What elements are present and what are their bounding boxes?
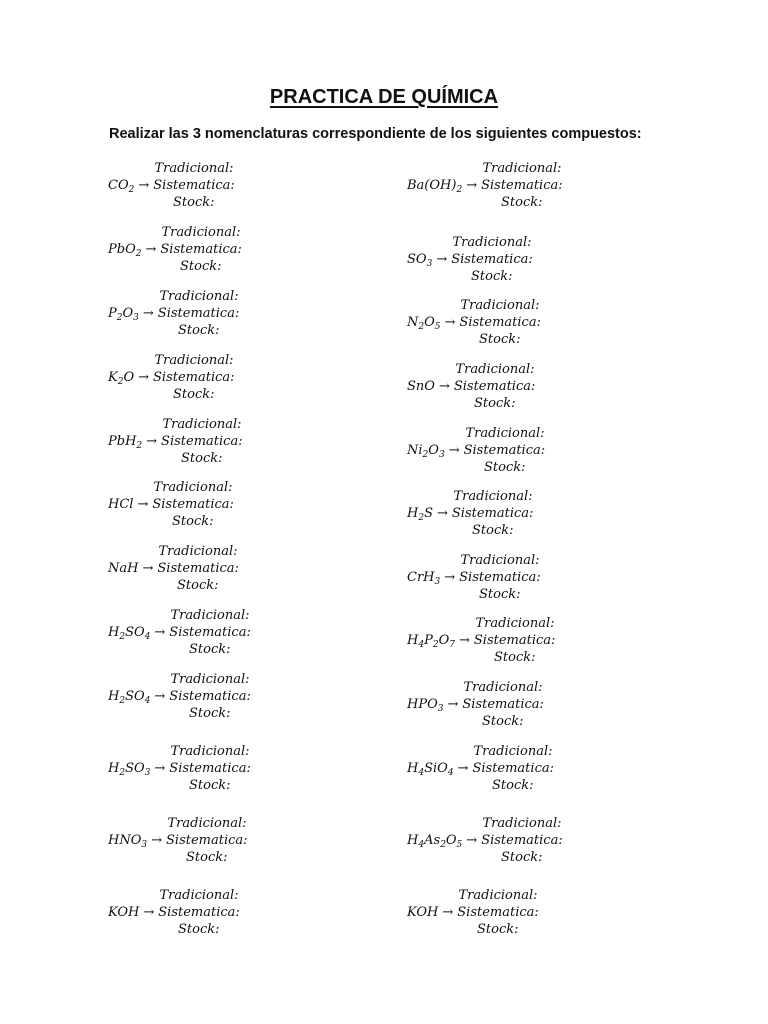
arrow-icon: → bbox=[438, 379, 450, 394]
instruction-text: Realizar las 3 nomenclaturas correspondiente de los siguientes compuestos: bbox=[109, 126, 642, 142]
formula-symbol: HNO bbox=[108, 833, 142, 848]
arrow-icon: → bbox=[436, 252, 448, 267]
formula-row bbox=[407, 505, 533, 527]
formula-row bbox=[108, 560, 239, 577]
formula-subscript: 3 bbox=[438, 450, 445, 460]
arrow-icon: → bbox=[143, 905, 155, 920]
sistematica-label: Sistematica: bbox=[481, 833, 563, 848]
formula-subscript: 2 bbox=[136, 441, 143, 451]
arrow-icon: → bbox=[444, 315, 456, 330]
formula-symbol: PbO bbox=[108, 242, 136, 257]
formula-symbol: H bbox=[108, 689, 120, 704]
compound-formula bbox=[407, 315, 441, 330]
compound-formula bbox=[407, 252, 432, 267]
arrow-icon: → bbox=[154, 625, 166, 640]
stock-label: Stock: bbox=[482, 714, 524, 729]
tradicional-label: Tradicional: bbox=[482, 816, 562, 831]
compound-formula bbox=[407, 506, 433, 521]
sistematica-label: Sistematica: bbox=[462, 697, 544, 712]
formula-subscript: 4 bbox=[418, 768, 425, 778]
compound-formula bbox=[407, 697, 443, 712]
tradicional-label: Tradicional: bbox=[170, 744, 250, 759]
arrow-icon: → bbox=[138, 370, 150, 385]
arrow-icon: → bbox=[154, 689, 166, 704]
formula-symbol: SO bbox=[125, 689, 145, 704]
formula-subscript: 7 bbox=[449, 640, 455, 650]
formula-subscript: 4 bbox=[418, 640, 425, 650]
formula-symbol: KOH bbox=[407, 905, 439, 920]
compound-formula bbox=[108, 833, 147, 848]
formula-row bbox=[407, 569, 541, 591]
compound-formula bbox=[108, 761, 150, 776]
formula-subscript: 4 bbox=[144, 632, 151, 642]
formula-subscript: 5 bbox=[456, 840, 463, 850]
formula-subscript: 3 bbox=[434, 577, 441, 587]
stock-label: Stock: bbox=[180, 259, 222, 274]
formula-symbol: O bbox=[428, 443, 439, 458]
formula-symbol: O bbox=[438, 633, 450, 648]
compound-formula bbox=[407, 633, 455, 648]
sistematica-label: Sistematica: bbox=[481, 178, 563, 193]
formula-row bbox=[407, 904, 539, 921]
formula-subscript: 2 bbox=[456, 185, 463, 195]
stock-label: Stock: bbox=[181, 451, 223, 466]
stock-label: Stock: bbox=[479, 587, 521, 602]
formula-subscript: 5 bbox=[434, 322, 441, 332]
tradicional-label: Tradicional: bbox=[482, 161, 562, 176]
formula-symbol: H bbox=[407, 761, 419, 776]
formula-subscript: 3 bbox=[141, 840, 148, 850]
formula-subscript: 2 bbox=[418, 322, 425, 332]
stock-label: Stock: bbox=[479, 332, 521, 347]
formula-subscript: 2 bbox=[128, 185, 135, 195]
formula-subscript: 3 bbox=[133, 313, 139, 323]
tradicional-label: Tradicional: bbox=[153, 480, 233, 495]
arrow-icon: → bbox=[146, 434, 158, 449]
formula-symbol: S bbox=[424, 506, 433, 521]
compound-formula bbox=[407, 443, 445, 458]
formula-row bbox=[108, 369, 235, 391]
formula-row bbox=[407, 251, 533, 273]
page-title: PRACTICA DE QUÍMICA bbox=[269, 86, 499, 108]
formula-subscript: 3 bbox=[144, 768, 151, 778]
formula-row bbox=[108, 904, 240, 921]
compound-formula bbox=[407, 905, 438, 920]
tradicional-label: Tradicional: bbox=[475, 616, 555, 631]
tradicional-label: Tradicional: bbox=[455, 362, 535, 377]
formula-subscript: 4 bbox=[418, 840, 425, 850]
formula-subscript: 2 bbox=[116, 313, 123, 323]
sistematica-label: Sistematica: bbox=[169, 689, 251, 704]
stock-label: Stock: bbox=[494, 650, 536, 665]
stock-label: Stock: bbox=[189, 706, 231, 721]
tradicional-label: Tradicional: bbox=[460, 553, 540, 568]
sistematica-label: Sistematica: bbox=[153, 370, 235, 385]
compound-formula bbox=[108, 561, 138, 576]
compound-formula bbox=[108, 178, 134, 193]
arrow-icon: → bbox=[466, 833, 478, 848]
compound-formula bbox=[407, 761, 454, 776]
stock-label: Stock: bbox=[172, 514, 214, 529]
sistematica-label: Sistematica: bbox=[152, 497, 234, 512]
tradicional-label: Tradicional: bbox=[453, 489, 533, 504]
formula-symbol: H bbox=[108, 625, 120, 640]
compound-formula bbox=[407, 570, 440, 585]
arrow-icon: → bbox=[458, 633, 470, 648]
formula-symbol: SiO bbox=[424, 761, 448, 776]
formula-symbol: N bbox=[407, 315, 419, 330]
arrow-icon: → bbox=[154, 761, 166, 776]
stock-label: Stock: bbox=[173, 195, 215, 210]
formula-subscript: 2 bbox=[119, 768, 126, 778]
formula-symbol: CO bbox=[108, 178, 129, 193]
arrow-icon: → bbox=[457, 761, 469, 776]
formula-symbol: As bbox=[424, 833, 441, 848]
formula-symbol: Ba(OH) bbox=[407, 178, 457, 193]
formula-row bbox=[108, 177, 235, 199]
stock-label: Stock: bbox=[186, 850, 228, 865]
sistematica-label: Sistematica: bbox=[157, 306, 240, 321]
formula-row bbox=[108, 305, 239, 327]
arrow-icon: → bbox=[145, 242, 157, 257]
formula-subscript: 2 bbox=[135, 249, 142, 259]
formula-symbol: Ni bbox=[407, 443, 423, 458]
formula-subscript: 2 bbox=[432, 640, 439, 650]
formula-subscript: 3 bbox=[437, 704, 444, 714]
sistematica-label: Sistematica: bbox=[453, 379, 536, 394]
sistematica-label: Sistematica: bbox=[157, 561, 239, 576]
formula-subscript: 4 bbox=[447, 768, 454, 778]
sistematica-label: Sistematica: bbox=[169, 761, 251, 776]
compound-formula bbox=[108, 306, 139, 321]
compound-formula bbox=[108, 905, 139, 920]
formula-row bbox=[108, 496, 234, 513]
compound-formula bbox=[108, 434, 142, 449]
sistematica-label: Sistematica: bbox=[472, 761, 554, 776]
tradicional-label: Tradicional: bbox=[452, 235, 532, 250]
tradicional-label: Tradicional: bbox=[161, 225, 241, 240]
tradicional-label: Tradicional: bbox=[159, 289, 239, 304]
compound-formula bbox=[407, 379, 435, 394]
stock-label: Stock: bbox=[189, 642, 231, 657]
arrow-icon: → bbox=[138, 178, 150, 193]
sistematica-label: Sistematica: bbox=[161, 434, 243, 449]
formula-symbol: CrH bbox=[407, 570, 435, 585]
formula-symbol: SO bbox=[125, 761, 145, 776]
formula-symbol: H bbox=[407, 506, 419, 521]
arrow-icon: → bbox=[151, 833, 163, 848]
formula-subscript: 4 bbox=[144, 696, 151, 706]
arrow-icon: → bbox=[436, 506, 448, 521]
arrow-icon: → bbox=[466, 178, 478, 193]
tradicional-label: Tradicional: bbox=[159, 888, 239, 903]
formula-row bbox=[407, 378, 535, 395]
stock-label: Stock: bbox=[501, 195, 543, 210]
tradicional-label: Tradicional: bbox=[170, 672, 250, 687]
sistematica-label: Sistematica: bbox=[158, 905, 240, 920]
arrow-icon: → bbox=[142, 561, 154, 576]
arrow-icon: → bbox=[142, 306, 154, 321]
sistematica-label: Sistematica: bbox=[153, 178, 235, 193]
formula-row bbox=[407, 314, 541, 336]
tradicional-label: Tradicional: bbox=[465, 426, 545, 441]
stock-label: Stock: bbox=[492, 778, 534, 793]
tradicional-label: Tradicional: bbox=[170, 608, 250, 623]
stock-label: Stock: bbox=[471, 269, 513, 284]
stock-label: Stock: bbox=[189, 778, 231, 793]
formula-row bbox=[108, 241, 242, 263]
tradicional-label: Tradicional: bbox=[460, 298, 540, 313]
arrow-icon: → bbox=[447, 697, 459, 712]
stock-label: Stock: bbox=[477, 922, 519, 937]
formula-symbol: O bbox=[445, 833, 457, 848]
compound-formula bbox=[108, 370, 134, 385]
compound-formula bbox=[407, 178, 462, 193]
formula-subscript: 2 bbox=[422, 450, 429, 460]
sistematica-label: Sistematica: bbox=[457, 905, 539, 920]
arrow-icon: → bbox=[137, 497, 149, 512]
tradicional-label: Tradicional: bbox=[458, 888, 538, 903]
formula-symbol: SnO bbox=[407, 379, 435, 394]
compound-formula bbox=[108, 689, 150, 704]
tradicional-label: Tradicional: bbox=[158, 544, 238, 559]
tradicional-label: Tradicional: bbox=[473, 744, 553, 759]
tradicional-label: Tradicional: bbox=[154, 353, 234, 368]
formula-symbol: O bbox=[122, 306, 134, 321]
formula-symbol: HCl bbox=[108, 497, 134, 512]
compound-formula bbox=[407, 833, 462, 848]
formula-subscript: 2 bbox=[119, 696, 126, 706]
compound-formula bbox=[108, 242, 141, 257]
formula-symbol: H bbox=[407, 833, 419, 848]
tradicional-label: Tradicional: bbox=[463, 680, 543, 695]
arrow-icon: → bbox=[448, 443, 460, 458]
stock-label: Stock: bbox=[474, 396, 516, 411]
stock-label: Stock: bbox=[177, 578, 219, 593]
stock-label: Stock: bbox=[178, 922, 220, 937]
formula-symbol: KOH bbox=[108, 905, 140, 920]
sistematica-label: Sistematica: bbox=[473, 633, 556, 648]
tradicional-label: Tradicional: bbox=[162, 417, 242, 432]
sistematica-label: Sistematica: bbox=[166, 833, 248, 848]
formula-symbol: SO bbox=[125, 625, 145, 640]
stock-label: Stock: bbox=[484, 460, 526, 475]
formula-symbol: HPO bbox=[407, 697, 438, 712]
formula-symbol: PbH bbox=[108, 434, 137, 449]
formula-symbol: K bbox=[108, 370, 118, 385]
formula-symbol: O bbox=[123, 370, 135, 385]
sistematica-label: Sistematica: bbox=[451, 506, 534, 521]
sistematica-label: Sistematica: bbox=[169, 625, 251, 640]
formula-symbol: P bbox=[424, 633, 433, 648]
formula-symbol: P bbox=[108, 306, 117, 321]
arrow-icon: → bbox=[444, 570, 456, 585]
compound-formula bbox=[108, 625, 150, 640]
stock-label: Stock: bbox=[472, 523, 514, 538]
stock-label: Stock: bbox=[178, 323, 220, 338]
compound-formula bbox=[108, 497, 133, 512]
sistematica-label: Sistematica: bbox=[451, 252, 533, 267]
formula-subscript: 2 bbox=[117, 377, 124, 387]
formula-symbol: O bbox=[424, 315, 435, 330]
stock-label: Stock: bbox=[173, 387, 215, 402]
formula-subscript: 2 bbox=[119, 632, 126, 642]
formula-symbol: H bbox=[108, 761, 120, 776]
formula-symbol: NaH bbox=[108, 561, 139, 576]
stock-label: Stock: bbox=[501, 850, 543, 865]
sistematica-label: Sistematica: bbox=[463, 443, 546, 458]
tradicional-label: Tradicional: bbox=[154, 161, 234, 176]
formula-subscript: 2 bbox=[440, 840, 446, 850]
formula-subscript: 2 bbox=[418, 513, 425, 523]
arrow-icon: → bbox=[442, 905, 454, 920]
formula-subscript: 3 bbox=[426, 259, 433, 269]
sistematica-label: Sistematica: bbox=[459, 570, 541, 585]
formula-symbol: H bbox=[407, 633, 419, 648]
tradicional-label: Tradicional: bbox=[167, 816, 247, 831]
sistematica-label: Sistematica: bbox=[459, 315, 541, 330]
formula-symbol: SO bbox=[407, 252, 427, 267]
sistematica-label: Sistematica: bbox=[160, 242, 242, 257]
